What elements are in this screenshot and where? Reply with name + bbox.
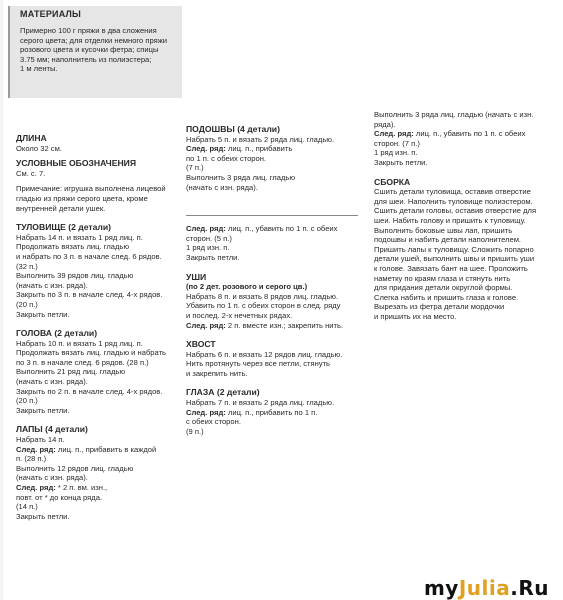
column-3 [374, 110, 549, 321]
assembly-line: к голове. Завязать бант на шее. Проложить [374, 263, 528, 273]
head-line: по 3 п. в начале след. 6 рядов. (28 п.) [16, 357, 149, 367]
symbols-text: См. с. 7. [16, 168, 46, 178]
soles-line: Набрать 5 п. и вязать 2 ряда лиц. гладью. [186, 134, 335, 144]
paws-line: След. ряд: * 2 п. вм. изн., [16, 483, 108, 492]
length-heading: ДЛИНА [16, 133, 47, 143]
length-text: Около 32 см. [16, 143, 62, 153]
next-row-label: След. ряд: [16, 444, 56, 454]
next-row-label: След. ряд: [186, 144, 226, 154]
assembly-line: Сшить детали головы, оставив отверстие для [374, 206, 537, 216]
soles2-line: 1 ряд изн. п. [186, 243, 230, 253]
soles2-line: сторон. (5 п.) [186, 233, 232, 243]
body-line: (20 п.) [16, 299, 38, 309]
body-heading: ТУЛОВИЩЕ (2 детали) [16, 222, 111, 233]
assembly-line: Вырезать из фетра детали мордочки [374, 302, 505, 312]
assembly-line: наметку по краям глаза и стянуть нить [374, 273, 511, 283]
next-row-label: След. ряд: [16, 483, 56, 492]
eyes-line: Набрать 7 п. и вязать 2 ряда лиц. гладью. [186, 398, 335, 408]
soles2-line: Закрыть петли. [186, 252, 240, 262]
note-line: гладью из пряжи серого цвета, кроме [16, 193, 148, 203]
page-edge [0, 0, 3, 600]
assembly-line: Пришить лапы к туловищу. Сложить попарно [374, 244, 534, 254]
column-1 [16, 128, 176, 521]
body-line: Закрыть петли. [16, 309, 70, 319]
materials-line: розового цвета и кусочки фетра; спицы [20, 45, 159, 55]
materials-title: МАТЕРИАЛЫ [20, 9, 82, 19]
head-heading: ГОЛОВА (2 детали) [16, 328, 98, 339]
head-line: (начать с изн. ряда). [16, 377, 88, 387]
materials-text [20, 26, 178, 74]
paws-line: (14 п.) [16, 502, 38, 512]
cont-line: Выполнить 3 ряда лиц. гладью (начать с изн. [374, 110, 534, 119]
body-line: Выполнить 39 рядов лиц. гладью [16, 271, 134, 281]
head-line: Набрать 10 п. и вязать 1 ряд лиц. п. [16, 338, 143, 348]
assembly-line: Слегка набить и пришить глаза к голове. [374, 292, 519, 302]
paws-line: Набрать 14 п. [16, 435, 65, 445]
body-line: и набрать по 3 п. в начале след. 6 рядов. [16, 251, 162, 261]
column-2 [186, 125, 360, 436]
soles-line: (начать с изн. ряда). [186, 182, 258, 192]
next-row-label: След. ряд: [374, 129, 414, 139]
head-line: (20 п.) [16, 396, 38, 406]
eyes-line: След. ряд: лиц. п., прибавить по 1 п. [186, 407, 318, 417]
assembly-line: Выполнить боковые швы лап, пришить [374, 225, 513, 235]
soles-line: по 1 п. с обеих сторон. [186, 153, 267, 163]
assembly-line: Сшить детали туловища, оставив отверстие [374, 187, 531, 197]
assembly-line: для придания детали округлой формы. [374, 283, 513, 293]
soles-heading: ПОДОШВЫ (4 детали) [186, 124, 280, 134]
body-line: Закрыть по 3 п. в начале след. 4-х рядов. [16, 290, 163, 300]
note-line: Примечание: игрушка выполнена лицевой [16, 184, 166, 194]
assembly-line: подошвы и набить детали наполнителем. [374, 235, 522, 245]
paws-line: След. ряд: лиц. п., прибавить в каждой [16, 444, 157, 454]
body-line: Продолжать вязать лиц. гладью [16, 242, 130, 252]
materials-line: Примерно 100 г пряжи в два сложения [20, 26, 157, 35]
cont-line: 1 ряд изн. п. [374, 148, 418, 158]
ears-line: и послед. 2-х нечетных рядах. [186, 310, 293, 320]
assembly-line: детали ушей, выполнить швы и пришить уши [374, 254, 535, 264]
soles-line: (7 п.) [186, 163, 204, 173]
paws-line: (начать с изн. ряда). [16, 473, 88, 483]
ears-line: Убавить по 1 п. с обеих сторон в след. ряду [186, 301, 341, 311]
ears-line: Набрать 8 п. и вязать 8 рядов лиц. гладью. [186, 291, 339, 301]
watermark-part-2: Julia [458, 576, 511, 600]
head-line: Продолжать вязать лиц. гладью и набрать [16, 348, 167, 358]
assembly-heading: СБОРКА [374, 176, 411, 187]
cont-line: сторон. (7 п.) [374, 138, 420, 148]
paws-line: п. (28 п.) [16, 454, 47, 464]
symbols-heading: УСЛОВНЫЕ ОБОЗНАЧЕНИЯ [16, 158, 137, 169]
paws-heading: ЛАПЫ (4 детали) [16, 424, 88, 435]
tail-line: Нить протянуть через все петли, стянуть [186, 359, 331, 369]
body-line: (начать с изн. ряда). [16, 280, 88, 290]
tail-heading: ХВОСТ [186, 339, 216, 350]
next-row-label: След. ряд: [186, 224, 226, 234]
ears-line: След. ряд: 2 п. вместе изн.; закрепить нить. [186, 320, 344, 330]
assembly-line: для шеи. Наполнить туловище полиэстером. [374, 196, 533, 206]
body-line: Набрать 14 п. и вязать 1 ряд лиц. п. [16, 232, 143, 242]
cont-line: ряда). [374, 119, 396, 129]
body-line: (32 п.) [16, 261, 38, 271]
note-line: внутренней детали ушек. [16, 203, 106, 213]
head-line: Выполнить 21 ряд лиц. гладью [16, 367, 126, 377]
watermark-part-1: my [423, 576, 459, 600]
paws-line: Выполнить 12 рядов лиц. гладью [16, 463, 134, 473]
watermark-part-3: .Ru [510, 576, 549, 600]
soles-line: След. ряд: лиц. п., прибавить [186, 144, 293, 154]
section-divider [186, 215, 358, 216]
tail-line: Набрать 6 п. и вязать 12 рядов лиц. гладью. [186, 349, 343, 359]
head-line: Закрыть петли. [16, 405, 70, 415]
next-row-label: След. ряд: [186, 320, 226, 330]
eyes-heading: ГЛАЗА (2 детали) [186, 387, 260, 398]
ears-subheading: (по 2 дет. розового и серого цв.) [186, 282, 308, 292]
tail-line: и закрепить нить. [186, 368, 248, 378]
materials-line: 3.75 мм; наполнитель из полиэстера; [20, 54, 152, 64]
paws-line: повт. от * до конца ряда. [16, 492, 103, 502]
site-watermark [423, 576, 549, 600]
ears-heading: УШИ [186, 271, 207, 282]
assembly-line: и пришить их на место. [374, 311, 457, 321]
cont-line: След. ряд: лиц. п., убавить по 1 п. с обеих [374, 129, 526, 139]
eyes-line: с обеих сторон. [186, 417, 241, 427]
cont-line: Закрыть петли. [374, 157, 428, 167]
materials-line: серого цвета; для отделки немного пряжи [20, 35, 168, 45]
paws-line: Закрыть петли. [16, 511, 70, 521]
head-line: Закрыть по 2 п. в начале след. 4-х рядов. [16, 386, 163, 396]
assembly-line: шеи. Набить голову и пришить к туловищу. [374, 215, 526, 225]
eyes-line: (9 п.) [186, 426, 204, 436]
materials-box [8, 6, 182, 98]
soles2-line: След. ряд: лиц. п., убавить по 1 п. с обеих [186, 224, 338, 234]
next-row-label: След. ряд: [186, 407, 226, 417]
soles-line: Выполнить 3 ряда лиц. гладью [186, 172, 296, 182]
materials-line: 1 м ленты. [20, 64, 58, 74]
